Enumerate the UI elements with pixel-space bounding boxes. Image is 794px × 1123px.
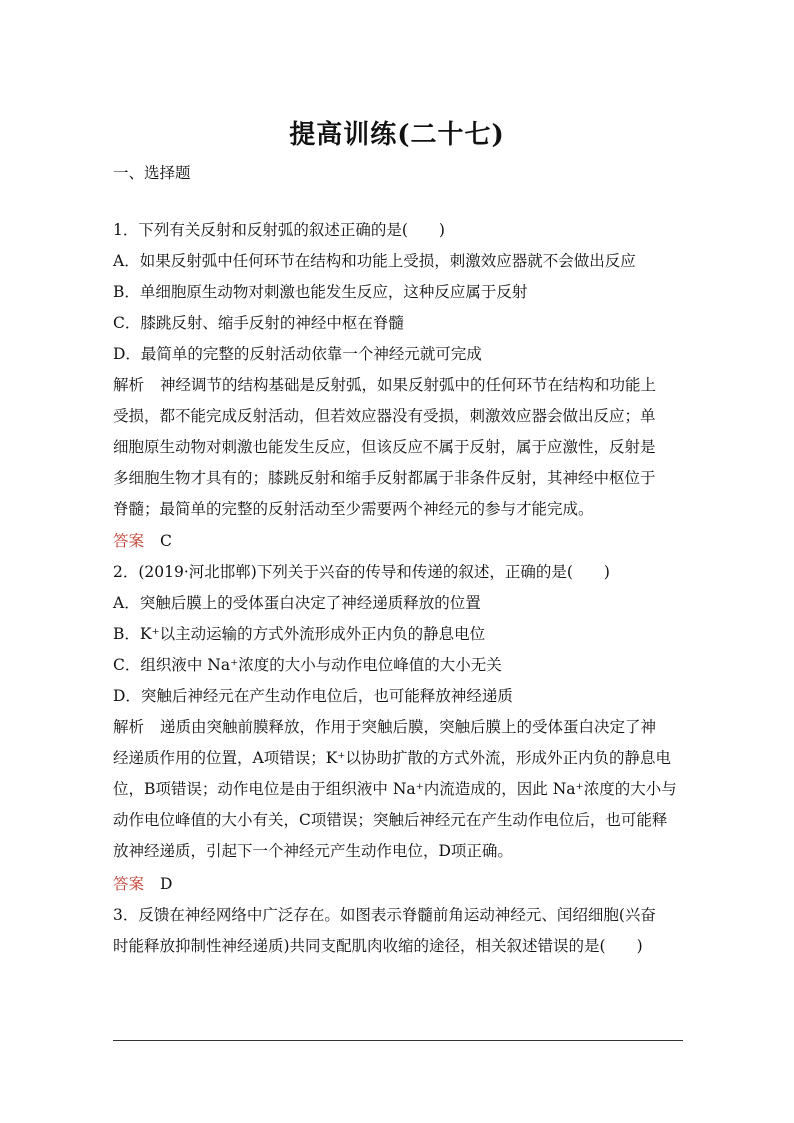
q1-option-b: B．单细胞原生动物对刺激也能发生反应，这种反应属于反射: [113, 283, 528, 301]
q1-answer-line: [113, 531, 683, 551]
q2-analysis-line: 放神经递质，引起下一个神经元产生动作电位，D项正确。: [113, 842, 513, 860]
q3-stem-line: 时能释放抑制性神经递质)共同支配肌肉收缩的途径，相关叙述错误的是( ): [113, 937, 643, 955]
q1-analysis-line: 脊髓；最简单的完整的反射活动至少需要两个神经元的参与才能完成。: [113, 500, 594, 518]
section-heading: 一、选择题: [113, 164, 191, 182]
q2-stem: 2．(2019·河北邯郸)下列关于兴奋的传导和传递的叙述，正确的是( ): [113, 563, 610, 581]
q2-answer-label: 答案: [113, 875, 145, 893]
q2-option-d: D．突触后神经元在产生动作电位后，也可能释放神经递质: [113, 687, 513, 705]
q1-option-a: A．如果反射弧中任何环节在结构和功能上受损，刺激效应器就不会做出反应: [113, 252, 636, 270]
q2-answer-value: D: [160, 875, 173, 893]
q1-option-d: D．最简单的完整的反射活动依靠一个神经元就可完成: [113, 345, 482, 363]
q1-analysis-line: 受损，都不能完成反射活动，但若效应器没有受损，刺激效应器会做出反应；单: [113, 407, 656, 425]
q2-analysis-line: 动作电位峰值的大小有关，C项错误；突触后神经元在产生动作电位后，也可能释: [113, 811, 668, 829]
q1-option-c: C．膝跳反射、缩手反射的神经中枢在脊髓: [113, 314, 404, 332]
q1-analysis-line: 细胞原生动物对刺激也能发生反应，但该反应不属于反射，属于应激性，反射是: [113, 438, 656, 456]
q1-analysis-line: [113, 375, 683, 395]
footer-divider: [113, 1040, 683, 1041]
q2-answer-line: [113, 874, 683, 894]
q2-analysis-line: 经递质作用的位置，A项错误；K⁺以协助扩散的方式外流，形成外正内负的静息电: [113, 749, 671, 767]
q2-analysis-text: 递质由突触前膜释放，作用于突触后膜，突触后膜上的受体蛋白决定了神: [160, 718, 657, 736]
q1-answer-label: 答案: [113, 532, 145, 550]
q1-analysis-label: 解析: [113, 376, 145, 394]
q1-analysis-text: 神经调节的结构基础是反射弧，如果反射弧中的任何环节在结构和功能上: [160, 376, 657, 394]
page-title: 提高训练(二十七): [289, 120, 505, 150]
q2-option-b: B．K⁺以主动运输的方式外流形成外正内负的静息电位: [113, 625, 486, 643]
q3-stem-line: 3．反馈在神经网络中广泛存在。如图表示脊髓前角运动神经元、闰绍细胞(兴奋: [113, 906, 656, 924]
q2-option-c: C．组织液中 Na⁺浓度的大小与动作电位峰值的大小无关: [113, 656, 502, 674]
q1-analysis-line: 多细胞生物才具有的；膝跳反射和缩手反射都属于非条件反射，其神经中枢位于: [113, 469, 656, 487]
q1-stem: 1．下列有关反射和反射弧的叙述正确的是( ): [113, 221, 445, 239]
q2-analysis-label: 解析: [113, 718, 145, 736]
q2-analysis-line: 位，B项错误；动作电位是由于组织液中 Na⁺内流造成的，因此 Na⁺浓度的大小与: [113, 780, 677, 798]
q2-option-a: A．突触后膜上的受体蛋白决定了神经递质释放的位置: [113, 594, 481, 612]
q1-answer-value: C: [160, 532, 172, 550]
q2-analysis-line: [113, 717, 683, 737]
